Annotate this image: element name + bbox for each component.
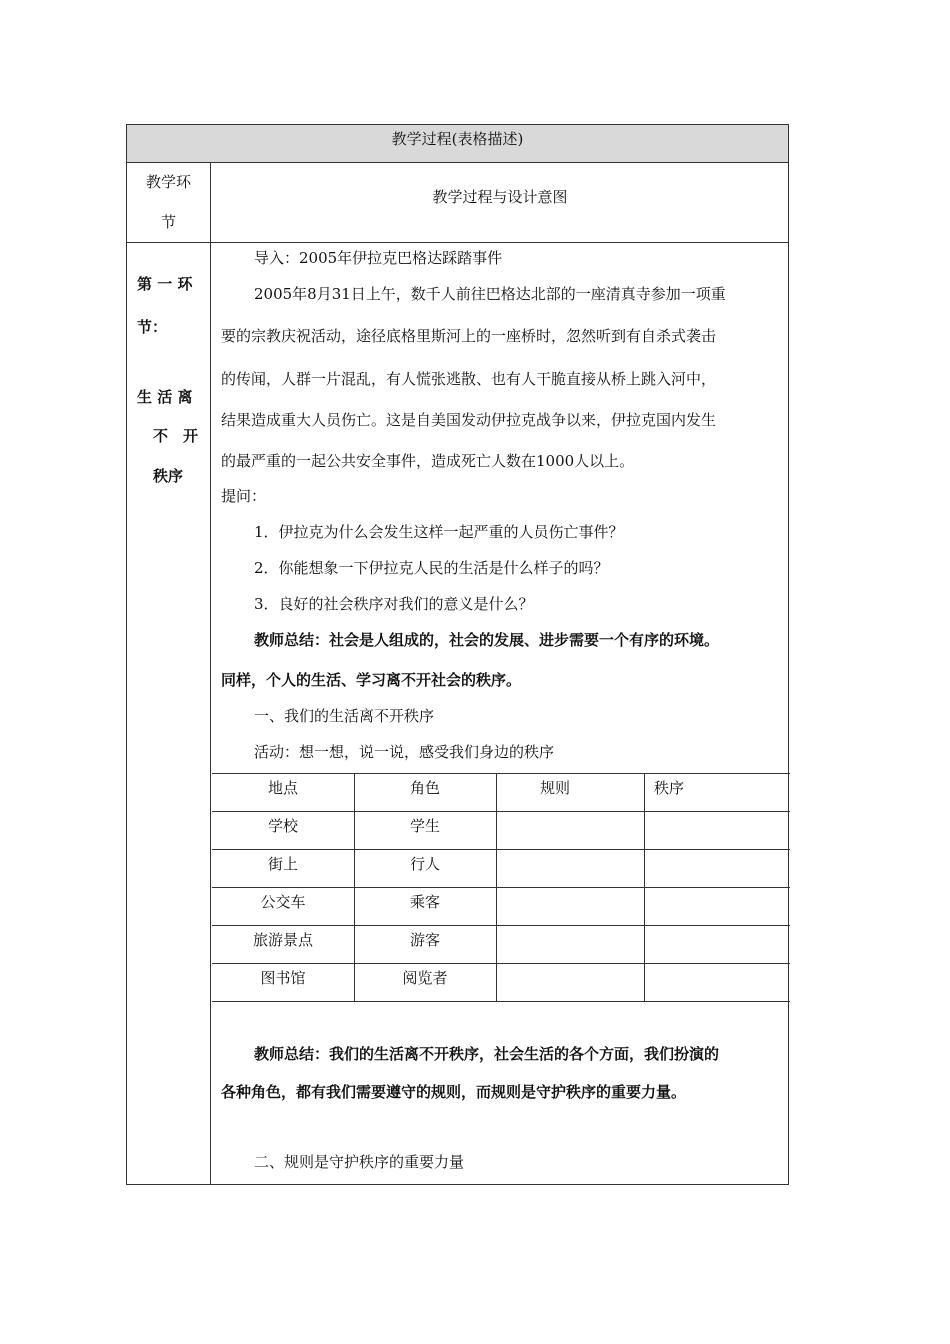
story-line: 结果造成重大人员伤亡。这是自美国发动伊拉克战争以来，伊拉克国内发生 xyxy=(221,411,717,429)
activity-cell-place: 公交车 xyxy=(260,893,306,911)
stage-line1: 第 一 环 xyxy=(137,275,193,293)
question-item: 2．你能想象一下伊拉克人民的生活是什么样子的吗？ xyxy=(254,559,609,577)
header-content: 教学过程与设计意图 xyxy=(432,188,568,206)
activity-table xyxy=(212,773,790,1002)
activity-cell-place: 图书馆 xyxy=(260,969,306,987)
activity-cell-place: 学校 xyxy=(267,817,298,835)
story-line: 的传闻，人群一片混乱，有人慌张逃散、也有人干脆直接从桥上跳入河中， xyxy=(221,370,717,388)
header-stage xyxy=(127,163,210,242)
activity-header-role: 角色 xyxy=(409,779,440,797)
lesson-content xyxy=(211,243,789,1183)
story-line: 要的宗教庆祝活动，途径底格里斯河上的一座桥时，忽然听到有自杀式袭击 xyxy=(221,327,717,345)
lesson-table xyxy=(126,124,789,1185)
activity-cell-role: 游客 xyxy=(409,931,440,949)
activity-header-place: 地点 xyxy=(267,779,298,797)
stage-line3: 生 活 离 xyxy=(137,388,193,406)
stage-line4: 不 开 xyxy=(153,427,199,445)
question-label: 提问： xyxy=(221,487,267,505)
teacher-summary-2-cont: 各种角色，都有我们需要遵守的规则，而规则是守护秩序的重要力量。 xyxy=(221,1083,687,1101)
section-heading-2: 二、规则是守护秩序的重要力量 xyxy=(254,1153,465,1171)
activity-cell-place: 街上 xyxy=(267,855,298,873)
teacher-summary-1-cont: 同样，个人的生活、学习离不开社会的秩序。 xyxy=(221,671,522,689)
question-item: 3．良好的社会秩序对我们的意义是什么？ xyxy=(254,595,534,613)
teacher-summary-2: 教师总结：我们的生活离不开秩序，社会生活的各个方面，我们扮演的 xyxy=(254,1045,720,1063)
activity-cell-role: 阅览者 xyxy=(402,969,448,987)
table-title: 教学过程(表格描述) xyxy=(127,125,788,163)
stage-line5: 秩序 xyxy=(153,467,184,485)
activity-header-order: 秩序 xyxy=(654,779,685,797)
story-line: 2005年8月31日上午，数千人前往巴格达北部的一座清真寺参加一项重 xyxy=(254,285,726,303)
activity-header-rule: 规则 xyxy=(539,779,570,797)
header-stage-line1: 教学环 xyxy=(145,173,191,191)
section-heading-1: 一、我们的生活离不开秩序 xyxy=(254,707,435,725)
activity-cell-role: 乘客 xyxy=(409,893,440,911)
activity-instruction: 活动：想一想，说一说，感受我们身边的秩序 xyxy=(254,743,555,761)
stage-line2: 节： xyxy=(137,318,168,336)
stage-label xyxy=(127,243,210,643)
question-item: 1．伊拉克为什么会发生这样一起严重的人员伤亡事件？ xyxy=(254,523,624,541)
story-line: 的最严重的一起公共安全事件，造成死亡人数在1000人以上。 xyxy=(221,452,635,470)
header-stage-line2: 节 xyxy=(160,213,176,231)
activity-cell-role: 学生 xyxy=(409,817,440,835)
activity-cell-role: 行人 xyxy=(409,855,440,873)
activity-cell-place: 旅游景点 xyxy=(252,931,313,949)
teacher-summary-1: 教师总结：社会是人组成的，社会的发展、进步需要一个有序的环境。 xyxy=(254,631,720,649)
intro-heading: 导入：2005年伊拉克巴格达踩踏事件 xyxy=(254,249,503,267)
